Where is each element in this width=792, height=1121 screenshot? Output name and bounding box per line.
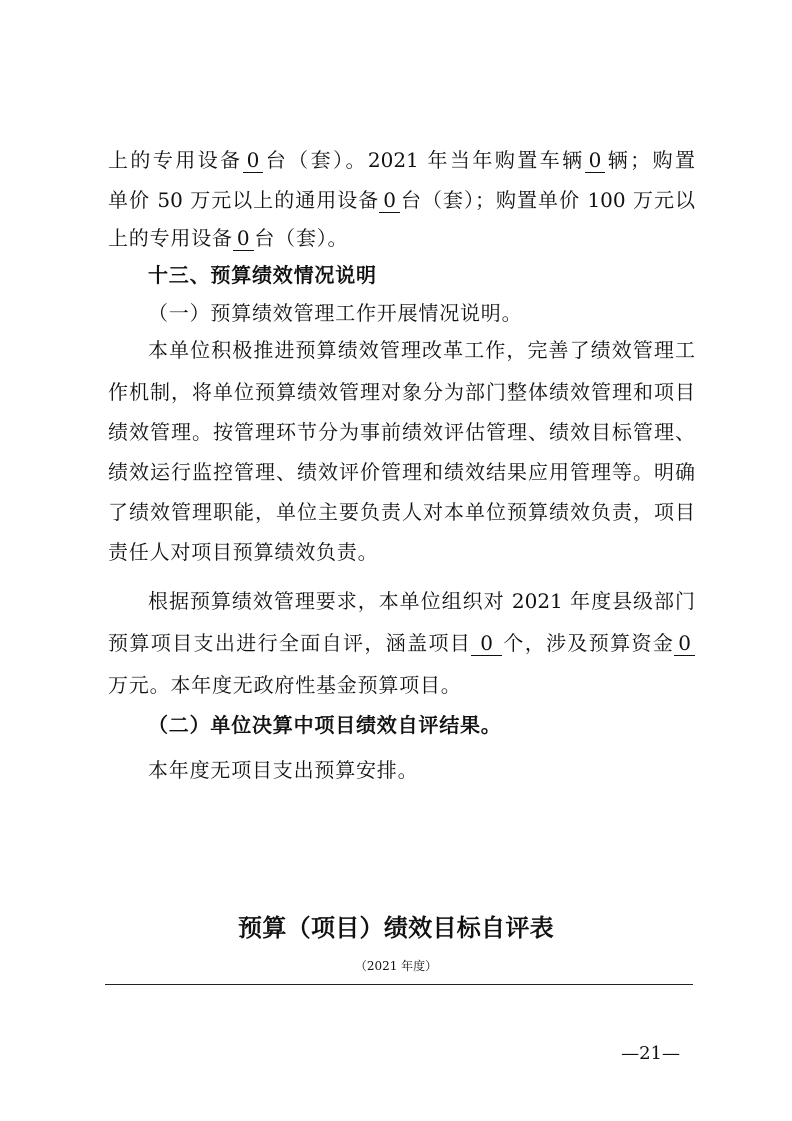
asset-paragraph-line-1 xyxy=(108,145,695,175)
special-equipment-count: 0 xyxy=(243,148,264,173)
text-segment: 辆；购置 xyxy=(605,148,695,172)
text-segment: 个，涉及预算资金 xyxy=(501,631,675,655)
part-1-para-1-line-3: 绩效管理。按管理环节分为事前绩效评估管理、绩效目标管理、 xyxy=(108,420,695,444)
text-segment: 台（套）；购置单价 100 万元以 xyxy=(400,188,695,212)
vehicle-purchase-count: 0 xyxy=(585,148,606,173)
form-subtitle: （2021 年度） xyxy=(354,959,438,973)
part-1-para-1-line-2: 作机制，将单位预算绩效管理对象分为部门整体绩效管理和项目 xyxy=(108,380,695,404)
text-segment: 台（套）。2021 年当年购置车辆 xyxy=(263,148,585,172)
special-equipment-100-count: 0 xyxy=(233,226,255,251)
form-title: 预算（项目）绩效目标自评表 xyxy=(238,913,554,942)
part-1-para-2-line-2 xyxy=(108,628,695,658)
general-equipment-count: 0 xyxy=(379,188,400,213)
part-1-para-2-line-1: 根据预算绩效管理要求，本单位组织对 2021 年度县级部门 xyxy=(148,589,695,613)
text-segment: 上的专用设备 xyxy=(108,148,243,172)
evaluated-project-count: 0 xyxy=(471,631,502,656)
part-1-para-2-line-3: 万元。本年度无政府性基金预算项目。 xyxy=(108,673,462,697)
form-top-rule xyxy=(105,984,693,985)
text-segment: 上的专用设备 xyxy=(108,226,233,250)
asset-paragraph-line-3 xyxy=(108,223,695,253)
text-segment: 单价 50 万元以上的通用设备 xyxy=(108,188,380,212)
part-2-heading: （二）单位决算中项目绩效自评结果。 xyxy=(148,713,502,737)
part-1-para-1-line-6: 责任人对项目预算绩效负责。 xyxy=(108,540,379,564)
section-13-heading: 十三、预算绩效情况说明 xyxy=(148,263,377,287)
part-2-para-1: 本年度无项目支出预算安排。 xyxy=(148,758,419,782)
page-number: —21— xyxy=(621,1043,680,1064)
part-1-para-1-line-1: 本单位积极推进预算绩效管理改革工作，完善了绩效管理工 xyxy=(148,338,695,362)
asset-paragraph-line-2 xyxy=(108,185,695,215)
part-1-para-1-line-4: 绩效运行监控管理、绩效评价管理和绩效结果应用管理等。明确 xyxy=(108,460,695,484)
part-1-para-1-line-5: 了绩效管理职能，单位主要负责人对本单位预算绩效负责，项目 xyxy=(108,500,695,524)
text-segment: 台（套）。 xyxy=(254,226,349,250)
part-1-heading: （一）预算绩效管理工作开展情况说明。 xyxy=(148,301,523,325)
text-segment: 预算项目支出进行全面自评，涵盖项目 xyxy=(108,631,472,655)
budget-funds-amount: 0 xyxy=(674,631,695,656)
